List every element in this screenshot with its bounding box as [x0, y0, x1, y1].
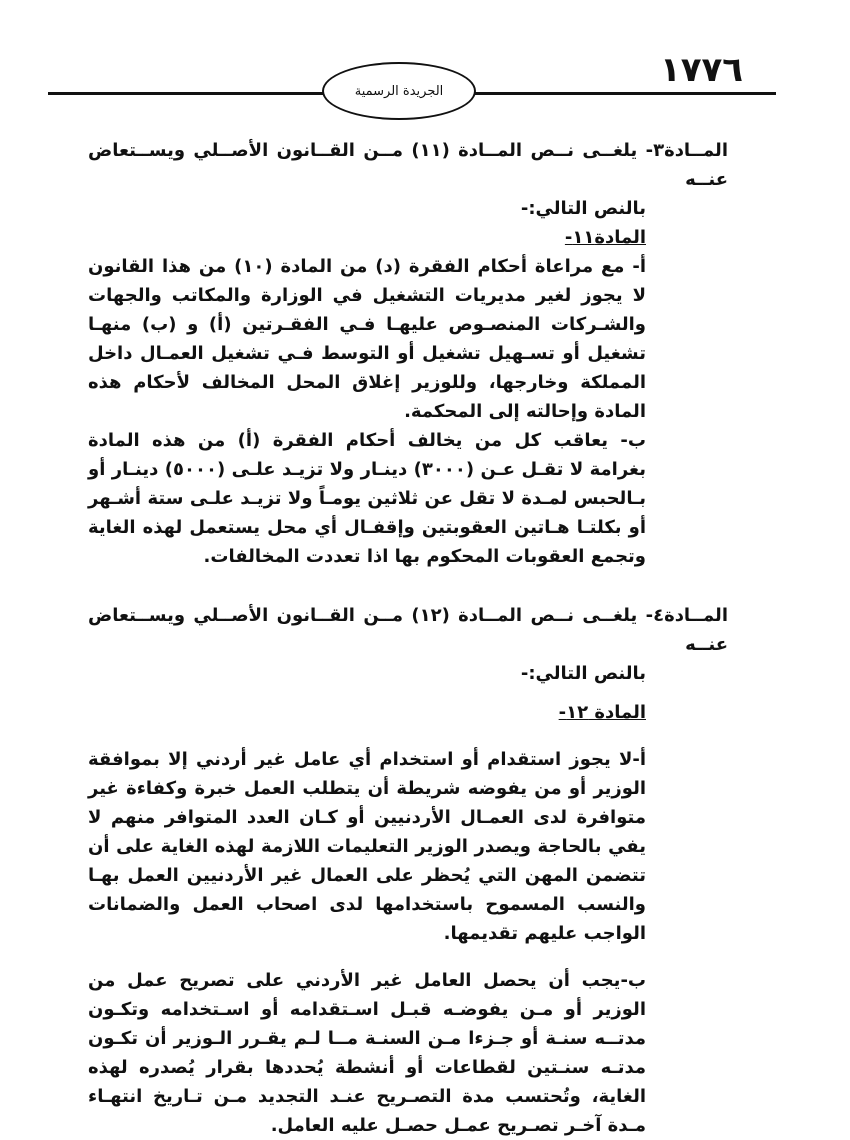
article-4: [88, 601, 728, 1140]
article-3-paragraph-a: أ- مع مراعاة أحكام الفقرة (د) من المادة (١٠) من هذا القانون لا يجوز لغير مديريات التشغيل في الوزارة والمكاتب والجهات والشـركات المنصـوص عليهـا فـي الفقـرتين (أ) و (ب) منهـا تشغيل أو تسـهيل تشغيل أو التوسط فـي تشغيل العمـال داخل المملكة وخارجها، وللوزير إغلاق المحل المخالف لأحكام هذه المادة وإحالته إلى المحكمة.: [88, 256, 646, 422]
article-4-subtitle: المادة ١٢-: [558, 702, 646, 723]
article-4-paragraph-b: ب-يجب أن يحصل العامل غير الأردني على تصريح عمل من الوزير أو مـن يفوضـه قبـل اسـتقدامه أو اسـتخدامه وتكـون مدتــه سنـة أو جـزءا مـن السنـة مــا لـم يقـرر الـوزير أن تكـون مدتـه سنـتين لقطاعات أو أنشطة يُحددها بقرار يُصدره لهذه الغاية، وتُحتسب مدة التصـريح عنـد التجديد مـن تـاريخ انتهـاء مـدة آخـر تصـريح عمـل حصـل عليه العامل.: [88, 970, 646, 1136]
gazette-name: الجريدة الرسمية: [354, 83, 444, 99]
article-3-heading: المــادة٣- يلغــى نــص المــادة (١١) مــن القــانون الأصــلي ويســتعاض عنــه: [88, 140, 728, 190]
article-4-paragraph-a: أ-لا يجوز استقدام أو استخدام أي عامل غير أردني إلا بموافقة الوزير أو من يفوضه شريطة أن يتطلب العمل خبرة وكفاءة غير متوافرة لدى العمـال الأردنيين أو كـان العدد المتوافر منهم لا يفي بالحاجة ويصدر الوزير التعليمات اللازمة لهذه الغاية على أن تتضمن المهن التي يُحظر على العمال غير الأردنيين العمل بهـا والنسب المسموح باستخدامها لدى اصحاب العمل والضمانات الواجب عليهم تقديمها.: [88, 749, 646, 944]
spacer: [88, 948, 728, 966]
page-number: ١٧٧٦: [660, 50, 744, 90]
spacer: [88, 688, 728, 698]
document-body: [88, 136, 728, 1140]
article-4-heading: المــادة٤- يلغــى نــص المــادة (١٢) مــن القــانون الأصــلي ويســتعاض عنــه: [88, 605, 728, 655]
article-3-subtitle: المادة١١-: [564, 227, 646, 248]
article-3-paragraph-b: ب- يعاقب كل من يخالف أحكام الفقرة (أ) من هذه المادة بغرامة لا تقـل عـن (٣٠٠٠) دينـار ولا تزيـد علـى (٥٠٠٠) دينـار أو بـالحبس لمـدة لا تقل عن ثلاثين يومـاً ولا تزيـد علـى ستة أشـهر أو بكلتـا هـاتين العقوبتين وإقفـال أي محل يستعمل لهذه الغاية وتجمع العقوبات المحكوم بها اذا تعددت المخالفات.: [88, 430, 646, 567]
article-4-continuation: بالنص التالي:-: [520, 663, 646, 684]
spacer: [88, 727, 728, 745]
gazette-name-badge: [322, 62, 476, 120]
article-3-continuation: بالنص التالي:-: [520, 198, 646, 219]
section-spacer: [88, 571, 728, 601]
article-3: [88, 136, 728, 571]
